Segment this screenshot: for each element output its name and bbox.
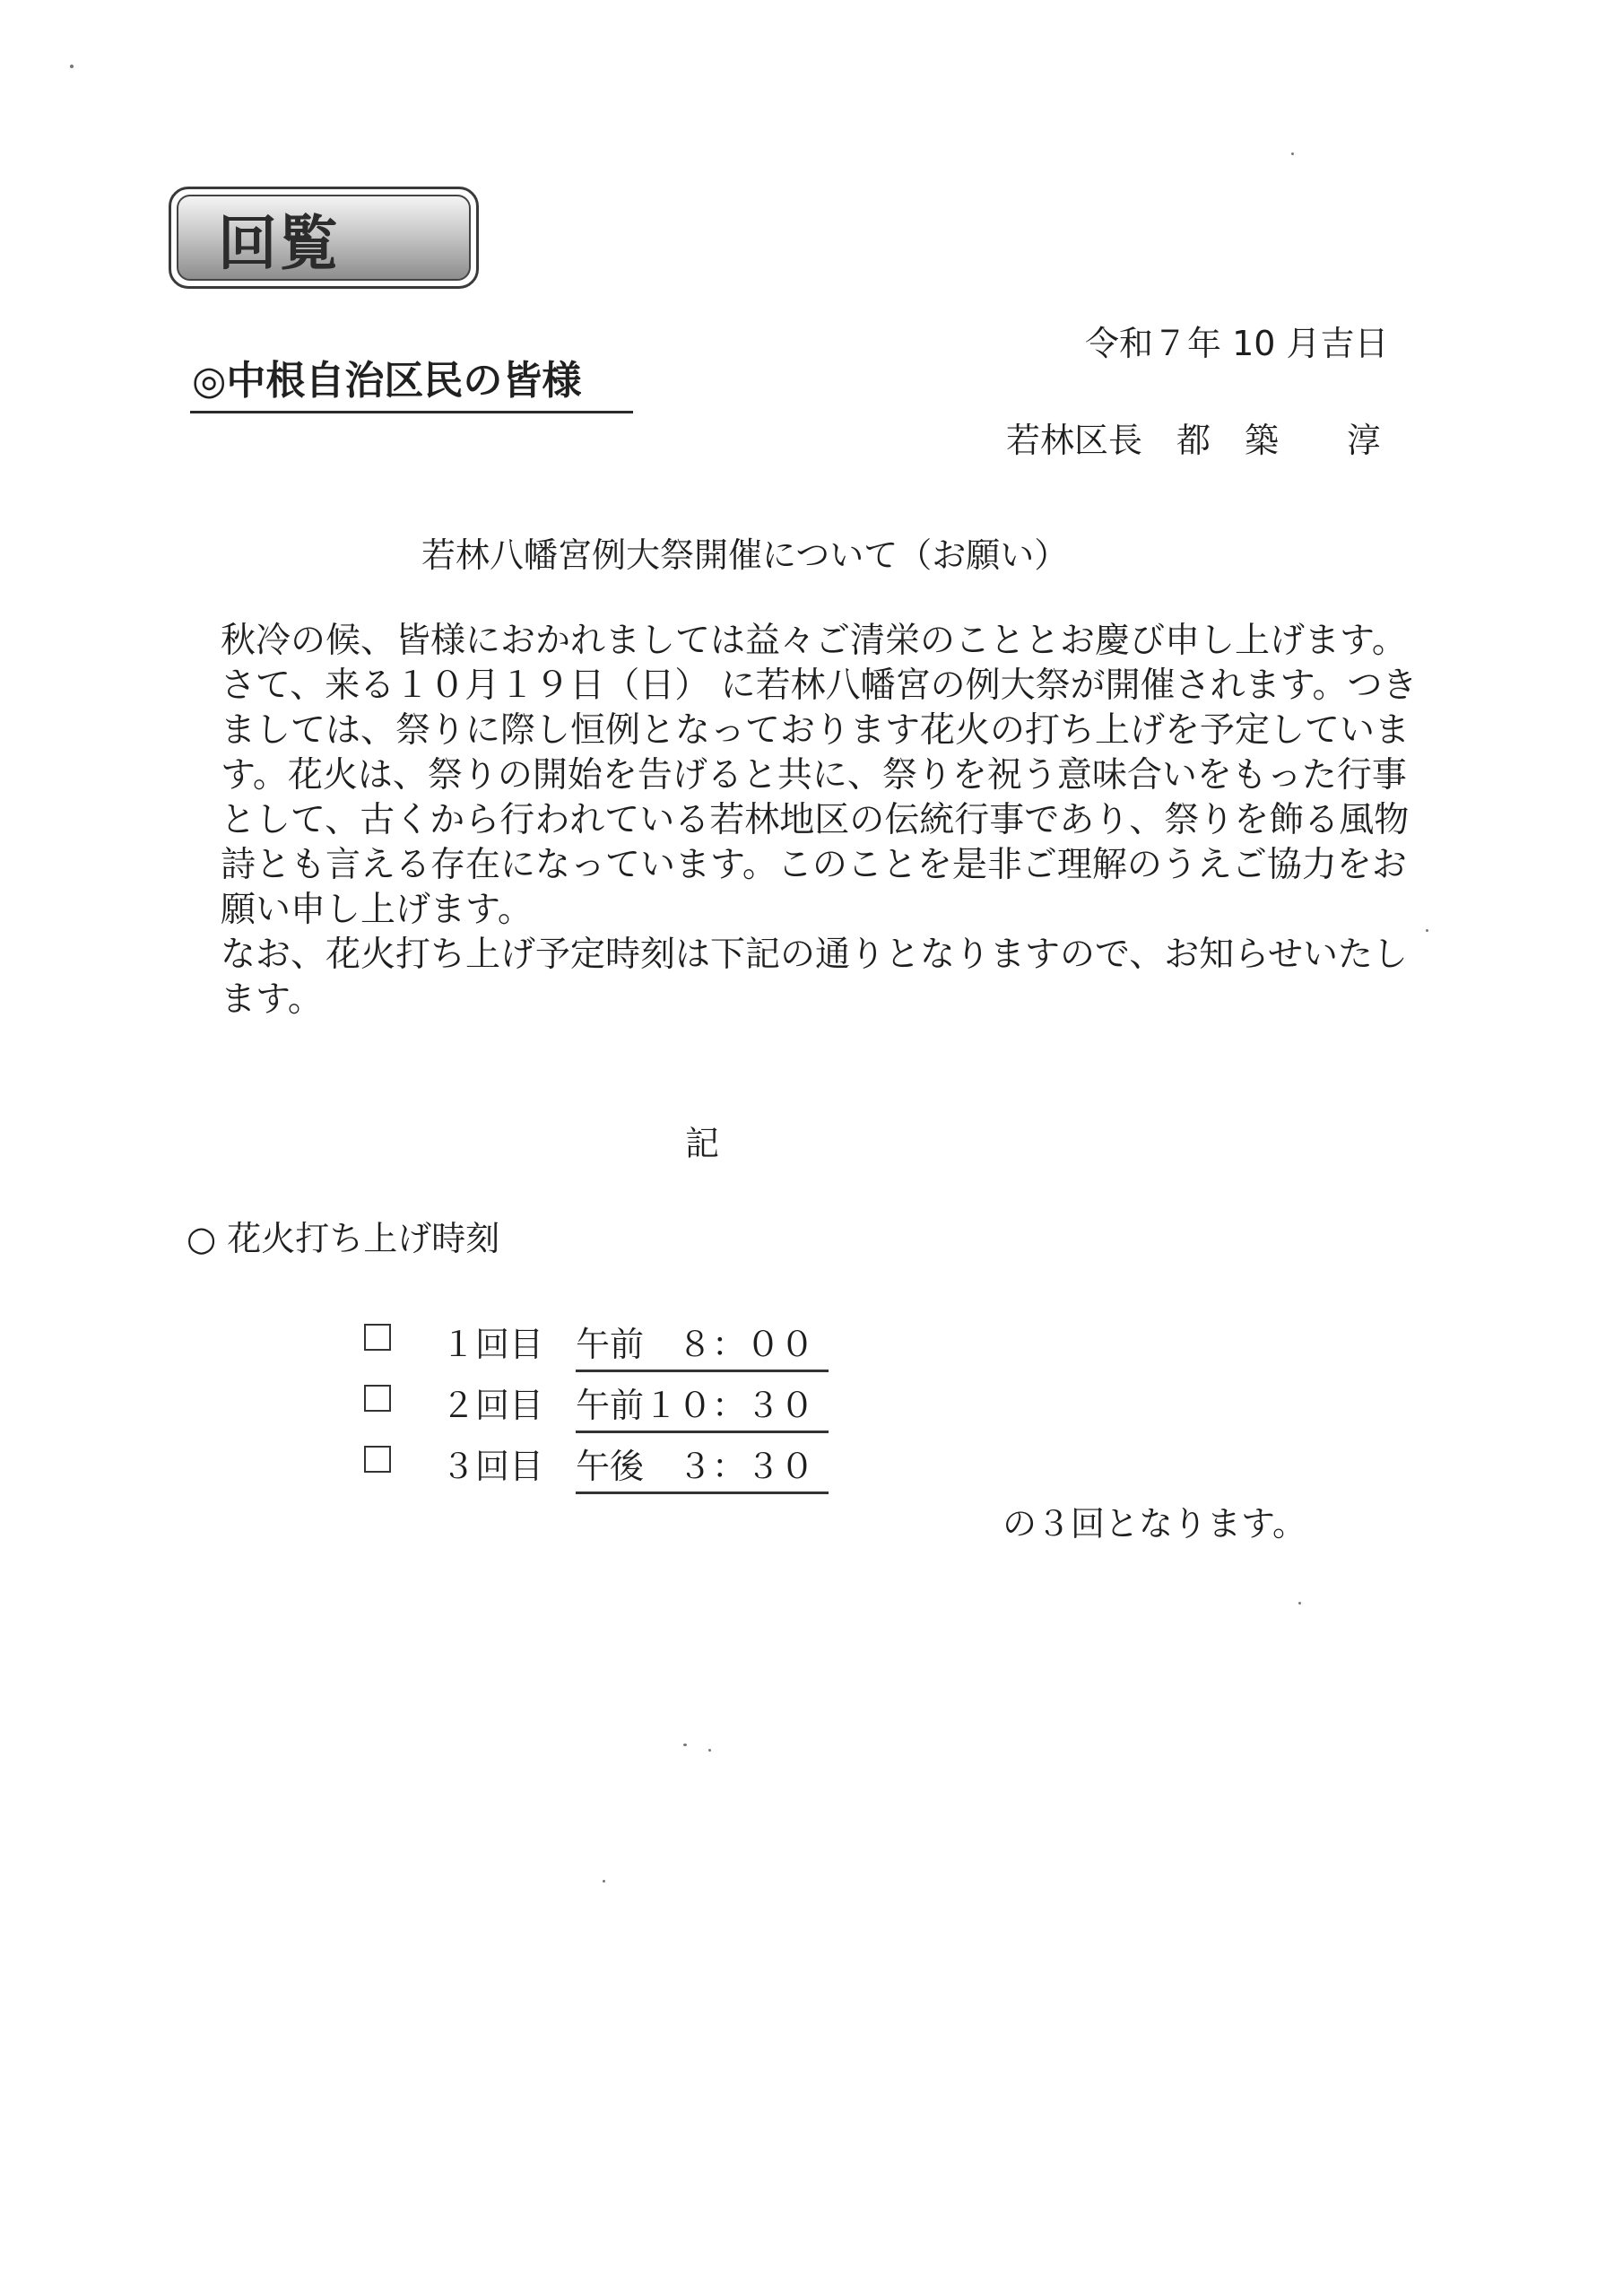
note-marker: 記 [685, 1124, 720, 1163]
body-paragraph-greeting: 秋冷の候、皆様におかれましては益々ご清栄のこととお慶び申し上げます。 [221, 621, 1407, 661]
document-title: 若林八幡宮例大祭開催について（お願い） [421, 535, 1069, 575]
schedule-time: 午前 ８：００ [576, 1317, 829, 1372]
checkbox-icon [364, 1385, 391, 1412]
schedule-time: 午後 ３：３０ [576, 1439, 829, 1494]
scan-speck [1298, 1602, 1301, 1605]
scan-speck [70, 65, 74, 68]
author-signature: 若林区長 都 築 淳 [1006, 421, 1382, 460]
addressee-heading: ◎中根自治区民の皆様 [192, 358, 582, 404]
body-paragraph-main: さて、来る１０月１９日（日） に若林八幡宮の例大祭が開催されます。つきましては、祭りに際し恒例となっております花火の打ち上げを予定しています。花火は、祭りの開始を告げると共に、祭りを祝う意味合いをもった行事として、古くから行われている若林地区の伝統行事であり、祭りを飾る風物詩とも言える存在になっています。このことを是非ご理解のうえご協力をお願い申し上げます。 [221, 665, 1418, 930]
checkbox-icon [364, 1446, 391, 1473]
scan-speck [708, 1749, 711, 1752]
schedule-count: ３回目 [441, 1447, 544, 1486]
body-text [185, 619, 1440, 1022]
schedule-count: １回目 [441, 1325, 544, 1364]
scan-speck [683, 1744, 687, 1746]
schedule-time: 午前１０：３０ [576, 1378, 829, 1433]
fireworks-schedule-heading: ○ 花火打ち上げ時刻 [187, 1219, 500, 1258]
checkbox-icon [364, 1324, 391, 1351]
addressee-underline [190, 411, 633, 413]
scan-speck [603, 1880, 605, 1883]
schedule-summary: の３回となります。 [1002, 1504, 1306, 1544]
circular-stamp [169, 187, 479, 289]
body-paragraph-notice: なお、花火打ち上げ予定時刻は下記の通りとなりますので、お知らせいたします。 [221, 935, 1409, 1020]
issue-date: 令和７年 10 月吉日 [1085, 324, 1389, 363]
circular-stamp-label: 回覧 [177, 195, 471, 281]
scan-speck [1426, 929, 1428, 932]
scan-speck [1291, 152, 1294, 155]
schedule-count: ２回目 [441, 1386, 544, 1425]
